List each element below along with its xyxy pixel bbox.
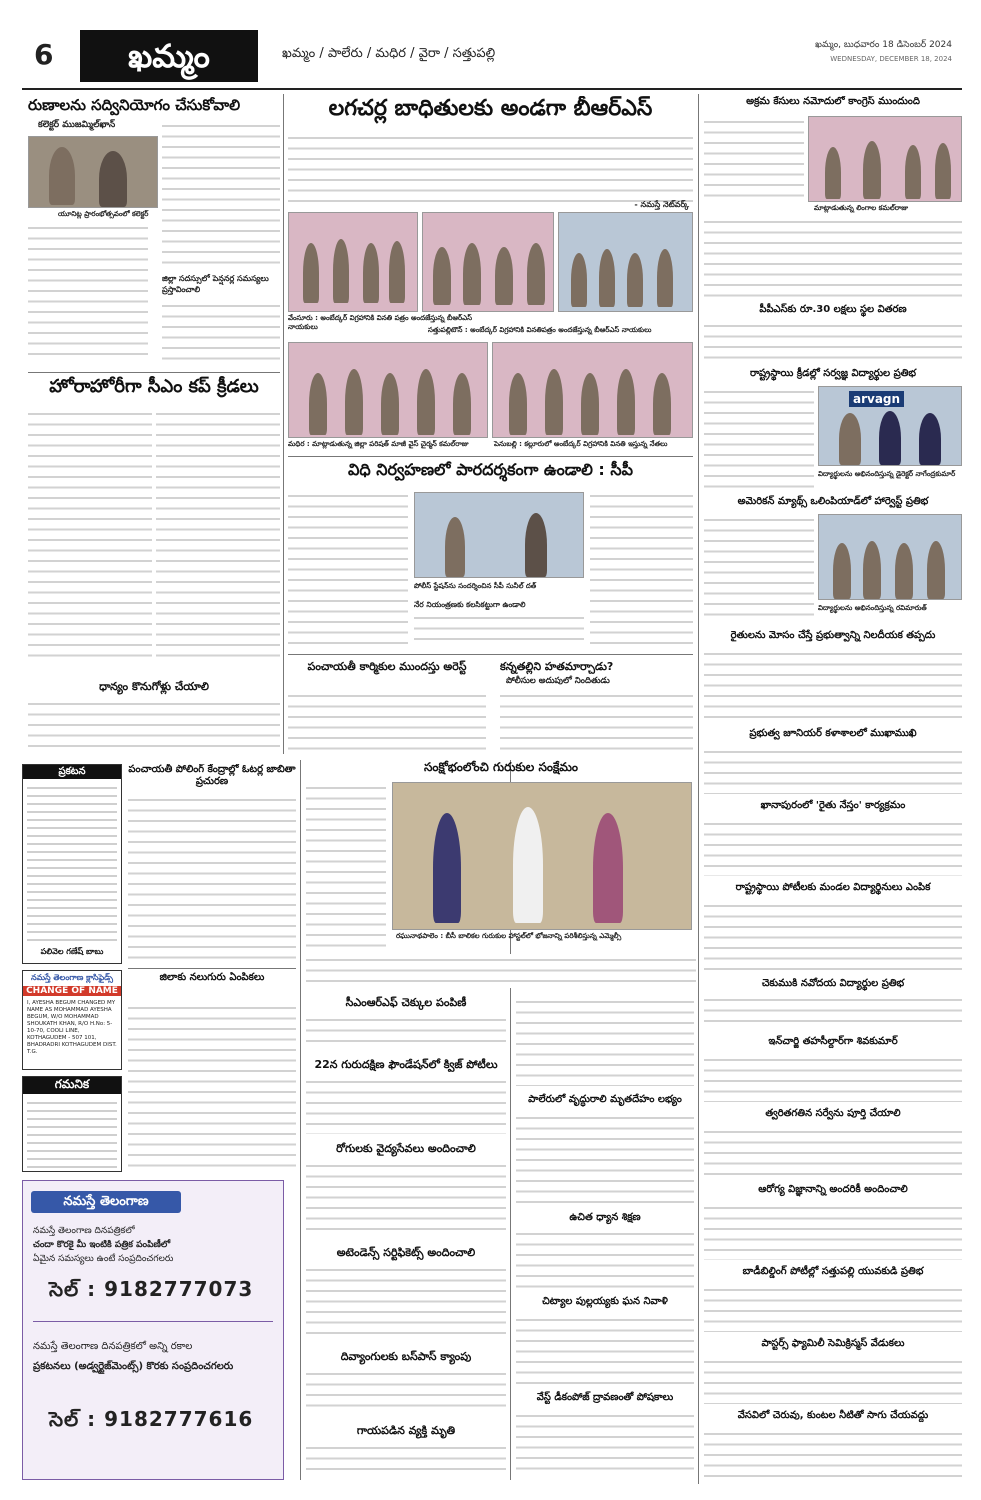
phone-number: సెల్ : 9182777073 [49,1277,254,1301]
headline: 22న గురుదక్షిణ ఫౌండేషన్‌లో క్విజ్ పోటీలు [314,1058,498,1071]
news-photo [392,782,692,930]
subheadline: పోలీసుల అదుపులో నిందితుడు [506,676,610,686]
change-of-name-heading: CHANGE OF NAME [23,986,121,996]
headline: త్వరితగతిన సర్వేను పూర్తి చేయాలి [765,1108,901,1119]
headline: ధాన్యం కొనుగోళ్లు చేయాలి [99,680,209,693]
body-text [704,648,962,722]
body-text [516,1228,694,1288]
dateline [815,38,952,66]
headline: లగచర్ల బాధితులకు అండగా బీఆర్‌ఎస్ [328,96,653,121]
headline: వేస్ట్ డీకంపోజ్ ద్రావణంతో పోషకాలు [536,1392,674,1403]
body-text [704,994,962,1030]
body-text [288,490,408,648]
body-text [704,1356,962,1404]
header-rule [22,88,962,90]
news-photo [288,342,488,438]
article-selection [128,972,296,1172]
news-photo [808,116,962,202]
headline: అక్రమ కేసులు నమోదులో కాంగ్రెస్ ముందుంది [746,96,920,107]
page-title: ఖమ్మం [80,30,258,82]
article-brs-support [288,96,693,452]
news-photo [28,136,158,208]
column-divider [283,94,284,754]
section-rule [28,372,280,373]
body-text [516,1410,694,1474]
headline: రాష్ట్రస్థాయి పోటీలకు మండల విద్యార్థినులు ఎంపిక [735,882,931,893]
headline: అమెరికన్ మ్యాథ్స్ ఒలింపియాడ్‌లో హార్వెస్ట్ ప్రతిభ [737,496,929,507]
article-mother-murder [500,660,693,756]
ad-line: ప్రకటనలు (అడ్వర్టైజ్‌మెంట్స్) కొరకు సంప్రదించగలరు [33,1361,234,1372]
body-text [704,1284,962,1332]
headline: ఖానాపురంలో 'రైతు నేస్తం' కార్యక్రమం [760,800,906,811]
byline: - నమస్తే నెట్‌వర్క్ [634,200,689,209]
photo-caption: మాట్లాడుతున్న లింగాల కమల్‌రాజు [814,204,909,212]
body-text [288,690,486,754]
body-text [704,216,962,298]
notice-text [27,1098,117,1168]
headline: కన్నతల్లిని హతమార్చాడు? [500,660,614,673]
headline: రుణాలను సద్వినియోగం చేసుకోవాలి [28,96,241,114]
masthead [22,28,962,90]
ad-line: నమస్తే తెలంగాణ దినపత్రికలో అన్ని రకాల [33,1341,193,1352]
body-text [590,490,693,648]
photo-caption: విద్యార్థులను అభినందిస్తున్న రవిమారుత్ [818,604,927,612]
body-text [28,408,152,664]
subheadline: నేర నియంత్రణకు కలసికట్టుగా ఉండాలి [414,600,526,609]
body-text [128,794,296,962]
body-text [704,514,814,622]
right-column [704,96,962,1480]
body-text [306,954,696,988]
lower-right-middle-column [516,996,694,1476]
body-text [128,1002,296,1170]
ad-divider [33,1321,273,1322]
headline: దివ్యాంగులకు బస్‌పాస్ క్యాంపు [340,1350,472,1363]
notice-text [27,783,117,943]
section-rule [288,654,693,655]
article-arrest [288,660,486,756]
body-text [704,818,962,876]
headline: జిలాకు నలుగురు ఏంపికలు [159,972,265,983]
photo-caption: సత్తుపల్లిటౌన్ : అంబేద్కర్ విగ్రహానికి వినతిపత్రం అందజేస్తున్న బీఆర్‌ఎస్ నాయకులు [428,326,652,334]
headline: అటెండెన్స్ సర్టిఫికెట్స్ అందించాలి [336,1246,476,1259]
body-text [156,408,280,664]
ad-line: చందా కొరకై మీ ఇంటికి పత్రిక పంపిణీలో [33,1240,171,1250]
headline: పాస్టర్స్ ఫ్యామిలీ సెమిక్రిస్మస్ వేడుకలు [761,1338,905,1349]
body-text [516,1112,694,1204]
headline: సంక్షోభంలోంచి గురుకుల సంక్షేమం [423,760,579,774]
article-grain [28,680,280,752]
headline: పంచాయతీ కార్మికుల ముందస్తు అరెస్ట్ [307,660,467,673]
body-text [28,222,148,362]
photo-banner-text: arvagn [849,391,904,407]
body-text [704,386,814,492]
photo-caption: రఘునాథపాలెం : బీసీ బాలికల గురుకుల హాస్టల్‌లో భోజనాన్ని పరిశీలిస్తున్న ఎమ్మెల్సీ [396,932,622,940]
body-text [704,1126,962,1178]
headline: పాలేరులో వృద్ధురాలి మృతదేహం లభ్యం [528,1094,682,1105]
news-photo [288,212,418,312]
photo-caption: మధిర : మాట్లాడుతున్న జిల్లా పరిషత్ మాజీ వైస్ చైర్మన్ కమల్‌రాజు [288,440,469,448]
date-telugu: ఖమ్మం, బుధవారం 18 డిసెంబర్ 2024 [815,40,952,50]
body-text [306,1076,506,1134]
body-text [516,996,694,1086]
body-text [288,132,693,204]
news-photo [818,514,962,600]
article-gurukul [306,760,696,990]
body-text [516,1314,694,1384]
body-text [704,1054,962,1102]
body-text [414,612,584,648]
section-rule [288,456,693,457]
body-text [704,1428,962,1478]
ad-line: నమస్తే తెలంగాణ దినపత్రికలో [33,1226,135,1236]
photo-caption: యూనిట్ల ప్రారంభోత్సవంలో కలెక్టర్ [58,210,149,218]
body-text [704,746,962,794]
headline: రాష్ట్రస్థాయి క్రీడల్లో సర్వజ్ఞ విద్యార్థుల ప్రతిభ [749,368,917,379]
headline: పీపీఎస్‌కు రూ.30 లక్షలు స్థల వితరణ [759,304,907,315]
classifieds-brand: నమస్తే తెలంగాణ క్లాసిఫైడ్స్ [30,973,114,982]
headline: ఇన్‌చార్జి తహసీల్దార్‌గా శివకుమార్ [768,1036,898,1047]
headline: వేసవిలో చెరువు, కుంటల నీటితో సాగు చేయవద్దు [737,1410,929,1421]
ad-line: ఏమైన సమస్యలు ఉంటే సంప్రదించగలరు [33,1254,174,1264]
headline: రోగులకు వైద్యసేవలు అందించాలి [336,1142,476,1155]
headline: ఆరోగ్య విజ్ఞానాన్ని అందరికీ అందించాలి [758,1184,908,1195]
body-text [162,120,280,270]
body-text [306,1014,506,1050]
article-loans [28,96,280,366]
column-divider [300,760,301,1480]
headline: బాడీబిల్డింగ్ పోటీల్లో సత్తుపల్లి యువకుడి ప్రతిభ [742,1266,924,1277]
article-cm-cup [28,376,280,676]
news-photo [422,212,554,312]
lower-middle-column [306,996,506,1476]
headline: ఉచిత ధ్యాన శిక్షణ [569,1212,641,1223]
photo-caption: పోలీస్ స్టేషన్‌ను సందర్శించిన సీపీ సునీల్ దత్ [414,582,537,590]
headline: విధి నిర్వహణలో పారదర్శకంగా ఉండాలి : సీపీ [348,460,633,479]
subheadline: జిల్లా సదస్సులో పెన్షనర్ల సమస్యలు ప్రస్తావించాలి [162,274,269,294]
article-cp [288,460,693,650]
notice-ad [22,764,122,964]
body-text [500,690,693,754]
body-text [28,698,280,750]
news-photo [492,342,693,438]
body-text [306,1264,506,1340]
body-text [306,782,386,952]
subheadline: కలెక్టర్ ముజమ్మిల్‌ఖాన్ [38,120,116,130]
change-of-name-ad [22,970,122,1070]
change-of-name-text: I, AYESHA BEGUM CHANGED MY NAME AS MOHAMMAD AYESHA BEGUM, W/O MOHAMMAD SHOUKATH KHAN, R/O H.No: 5-10-70, COOLI LINE, KOTHAGUDEM - 507 101, BHADRADRI KOTHAGUDEM DIST. T.G. [27,1000,117,1055]
photo-caption: పెనుబల్లి : కల్లూరులో అంబేద్కర్ విగ్రహానికి వినతి ఇస్తున్న నేతలు [494,440,668,448]
ad-title: నమస్తే తెలంగాణ [31,1191,181,1213]
notice-heading: గమనిక [23,1077,121,1094]
photo-caption: విద్యార్థులను అభినందిస్తున్న డైరెక్టర్ నాగేంద్రకుమార్ [818,470,956,478]
news-photo [414,492,584,578]
notice-ad [22,1076,122,1172]
body-text [704,116,804,200]
phone-number: సెల్ : 9182777616 [49,1407,254,1431]
headline: పంచాయతీ పోలింగ్ కేంద్రాల్లో ఓటర్ల జాబితా ప్రచురణ [128,764,296,787]
column-divider [698,94,699,1484]
page-number: 6 [34,38,54,71]
body-text [704,900,962,974]
section-list: ఖమ్మం / పాలేరు / మధిర / వైరా / సత్తుపల్లి [282,46,496,61]
body-text [162,300,280,364]
body-text [306,1368,506,1414]
subscription-ad [22,1180,284,1480]
notice-signature: పలివెల గణేష్ బాబు [40,947,104,956]
body-text [306,1442,506,1474]
date-english: WEDNESDAY, DECEMBER 18, 2024 [830,55,952,63]
headline: రైతులను మోసం చేస్తే ప్రభుత్వాన్ని నిలదీయక తప్పదు [730,630,936,641]
headline: చిట్యాల పుల్లయ్యకు ఘన నివాళి [542,1296,668,1307]
news-photo [818,386,962,466]
headline: చెకుముకి నవోదయ విద్యార్థుల ప్రతిభ [761,978,905,989]
body-text [306,1160,506,1236]
headline: హోరాహోరీగా సీఎం కప్ క్రీడలు [49,376,259,397]
headline: గాయపడిన వ్యక్తి మృతి [356,1424,456,1437]
article-polling [128,764,296,964]
news-photo [558,212,693,312]
section-rule [128,968,296,969]
body-text [704,320,962,360]
headline: సీఎంఆర్‌ఎఫ్ చెక్కుల పంపిణీ [345,996,467,1009]
body-text [704,1202,962,1260]
headline: ప్రభుత్వ జూనియర్ కళాశాలలో ముఖాముఖి [749,728,917,739]
photo-caption: వేంసూరు : అంబేద్కర్ విగ్రహానికి వినతి పత్రం అందజేస్తున్న బీఆర్‌ఎస్ నాయకులు [288,314,472,331]
notice-heading: ప్రకటన [23,765,121,779]
